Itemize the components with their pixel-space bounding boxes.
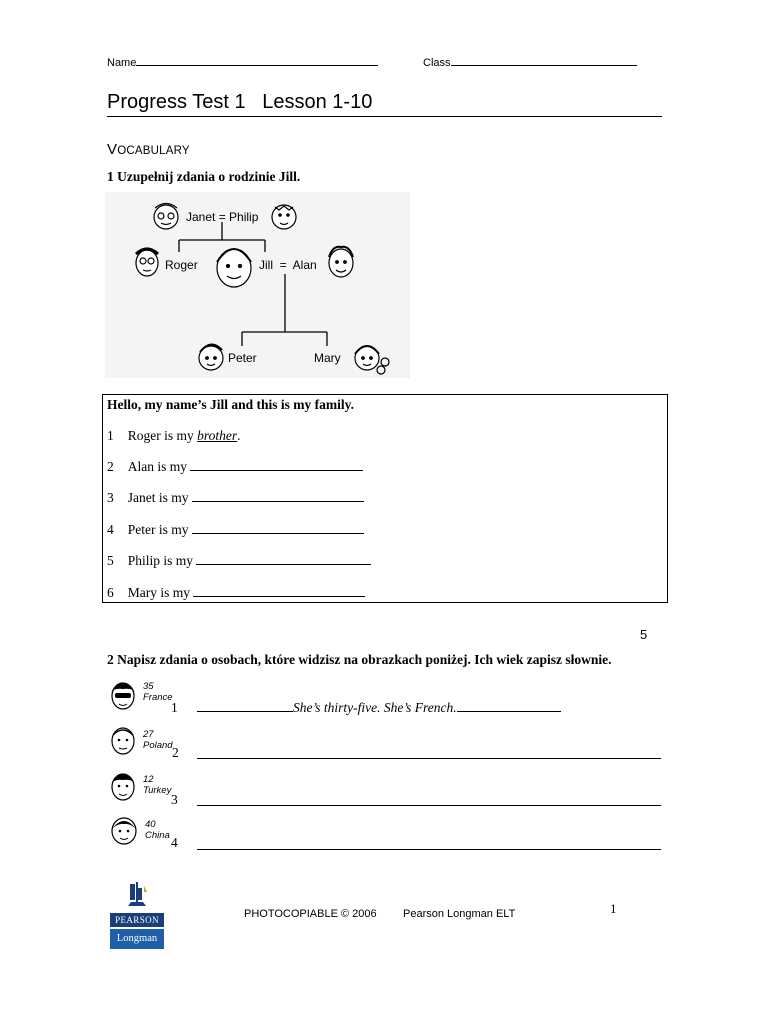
- person-4-answer-line[interactable]: [197, 849, 661, 850]
- person-3-info: 12 Turkey: [143, 774, 172, 796]
- tree-label-janet-philip: Janet = Philip: [186, 210, 259, 224]
- answer-blank-6[interactable]: [193, 585, 365, 597]
- footer-copyright: PHOTOCOPIABLE © 2006: [244, 908, 377, 920]
- jill-face-icon: [217, 249, 251, 287]
- logo-longman-text: Longman: [110, 929, 164, 949]
- item-6: 6 Mary is my: [107, 585, 365, 601]
- philip-face-icon: [272, 205, 296, 229]
- person-2-face-icon: [108, 725, 138, 757]
- ship-icon: [110, 880, 164, 908]
- page-title: Progress Test 1 Lesson 1-10: [107, 91, 373, 113]
- person-2-info: 27 Poland: [143, 729, 173, 751]
- item-2: 2 Alan is my: [107, 459, 363, 475]
- peter-face-icon: [199, 344, 223, 370]
- item-3: 3 Janet is my: [107, 490, 364, 506]
- task2-instruction: 2 Napisz zdania o osobach, które widzisz na obrazkach poniżej. Ich wiek zapisz słownie.: [107, 652, 612, 667]
- footer-publisher: Pearson Longman ELT: [403, 908, 516, 920]
- person-1-face-icon: [108, 677, 138, 713]
- item-1: 1 Roger is my brother.: [107, 428, 241, 443]
- tree-label-peter: Peter: [228, 351, 257, 365]
- task1-score: 5: [640, 627, 648, 642]
- person-4-info: 40 China: [145, 819, 170, 841]
- logo-pearson-text: PEARSON: [110, 913, 164, 927]
- tree-label-jill-alan: Jill = Alan: [259, 258, 317, 272]
- person-3-num: 3: [171, 792, 178, 807]
- title-underline: [107, 116, 662, 117]
- task1-instruction: 1 Uzupełnij zdania o rodzinie Jill.: [107, 169, 301, 184]
- page-number: 1: [610, 901, 617, 916]
- box-heading: Hello, my name’s Jill and this is my family.: [107, 397, 355, 412]
- item-4: 4 Peter is my: [107, 522, 364, 538]
- name-blank[interactable]: [136, 53, 378, 66]
- person-1-info: 35 France: [143, 681, 173, 703]
- name-label: Name: [107, 57, 137, 69]
- item-5: 5 Philip is my: [107, 553, 371, 569]
- name-field[interactable]: [107, 53, 378, 69]
- roger-face-icon: [136, 249, 158, 276]
- person-1-example: She’s thirty-five. She’s French.: [197, 700, 561, 716]
- class-field[interactable]: [423, 53, 637, 69]
- answer-blank-5[interactable]: [196, 553, 371, 565]
- person-3-answer-line[interactable]: [197, 805, 661, 806]
- answer-blank-3[interactable]: [192, 490, 364, 502]
- item-1-answer: brother: [197, 428, 238, 443]
- alan-face-icon: [329, 247, 353, 277]
- section-heading: VOCABULARY: [107, 141, 190, 158]
- tree-label-roger: Roger: [165, 258, 198, 272]
- person-4-num: 4: [171, 835, 178, 850]
- pearson-logo: [110, 880, 164, 944]
- person-2-answer-line[interactable]: [197, 758, 661, 759]
- person-3-face-icon: [108, 769, 138, 803]
- tree-label-mary: Mary: [314, 351, 341, 365]
- person-4-face-icon: [108, 815, 140, 847]
- person-2-num: 2: [172, 745, 179, 760]
- person-1-num: 1: [171, 700, 178, 715]
- class-blank[interactable]: [451, 53, 637, 66]
- answer-blank-2[interactable]: [190, 459, 363, 471]
- answer-blank-4[interactable]: [192, 522, 364, 534]
- class-label: Class: [423, 57, 451, 69]
